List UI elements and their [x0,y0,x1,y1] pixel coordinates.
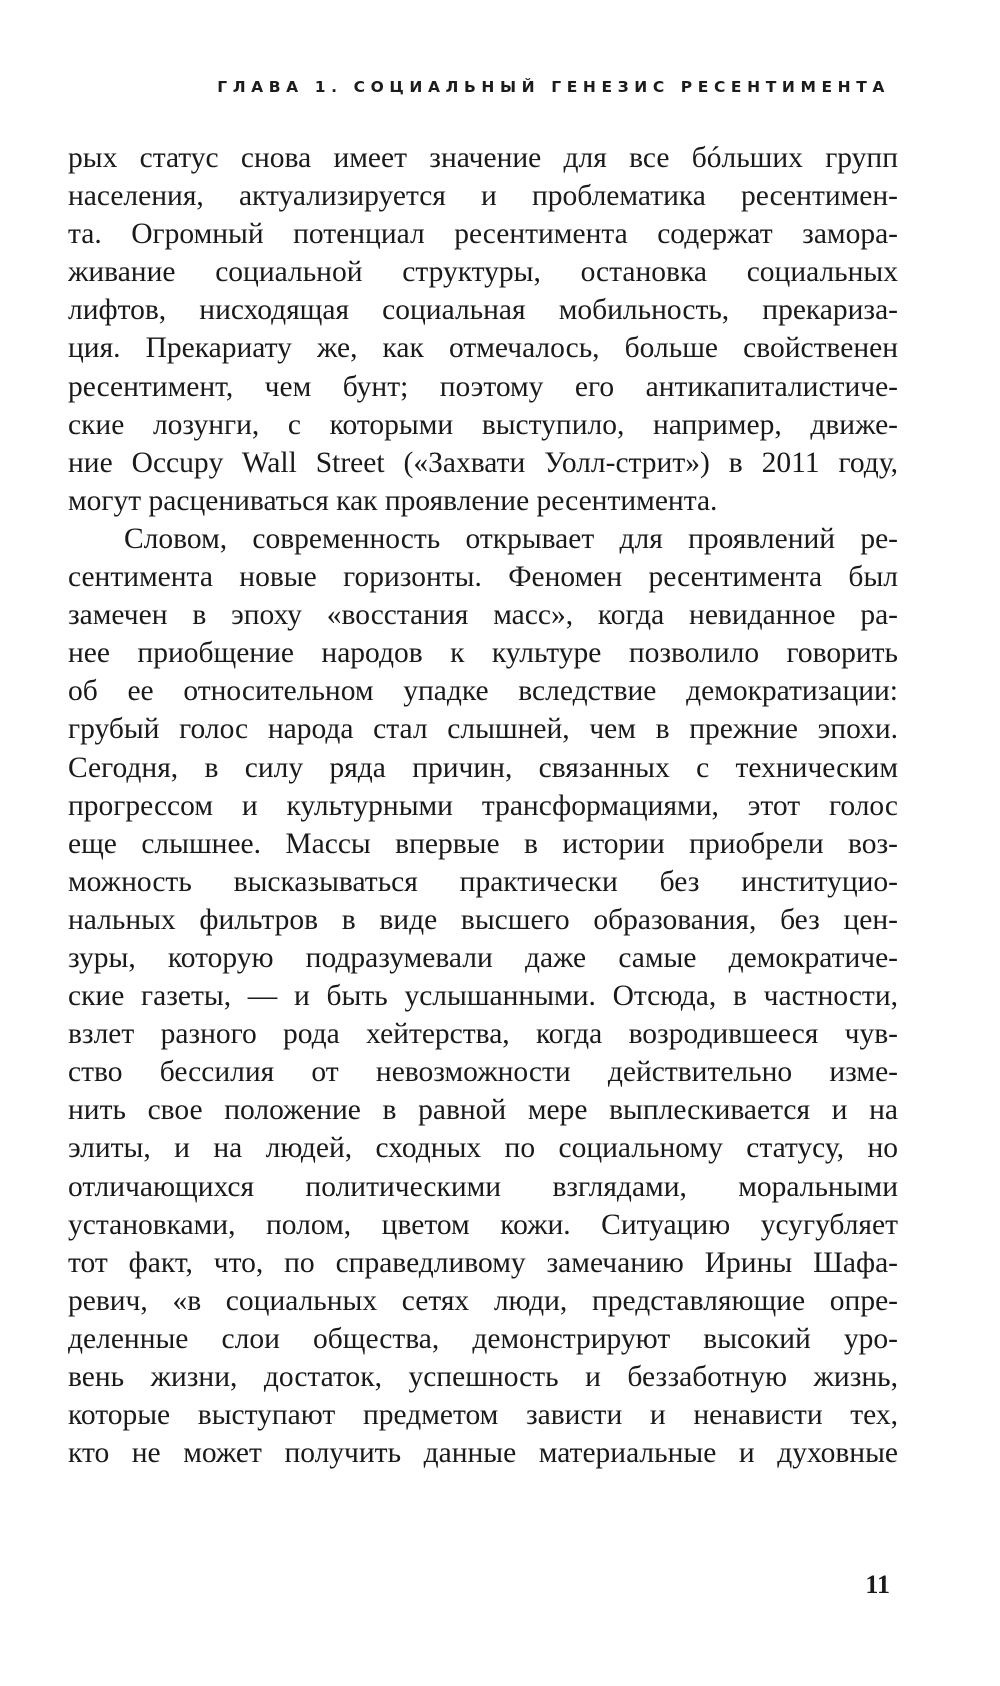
text-line: ство бессилия от невозможности действительно изме- [68,1056,898,1089]
page-number: 11 [865,1570,890,1599]
text-line: нальных фильтров в виде высшего образования, без цен- [68,903,898,936]
text-line: замечен в эпоху «восстания масс», когда невиданное ра- [68,599,898,632]
text-line: прогрессом и культурными трансформациями, этот голос [68,789,898,822]
text-line: лифтов, нисходящая социальная мобильность, прекариза- [68,294,898,327]
body-text [68,139,898,1472]
text-line: ские газеты, — и быть услышанными. Отсюда, в частности, [68,980,898,1013]
text-line: которые выступают предметом зависти и ненависти тех, [68,1399,898,1432]
text-line: населения, актуализируется и проблематика ресентимен- [68,180,898,213]
text-line: ские лозунги, с которыми выступило, например, движе- [68,408,898,441]
text-line: живание социальной структуры, остановка социальных [68,256,898,289]
text-line: зуры, которую подразумевали даже самые демократиче- [68,941,898,974]
text-line: ревич, «в социальных сетях люди, представляющие опре- [68,1284,898,1317]
text-line: элиты, и на людей, сходных по социальному статусу, но [68,1132,898,1165]
text-line: вень жизни, достаток, успешность и беззаботную жизнь, [68,1361,898,1393]
text-line: могут расцениваться как проявление ресентимента. [68,484,718,517]
text-line: нить свое положение в равной мере выплескивается и на [68,1094,898,1127]
text-line: тот факт, что, по справедливому замечанию Ирины Шафа- [68,1246,898,1279]
text-line: кто не может получить данные материальные и духовные [68,1437,898,1470]
text-line: Словом, современность открывает для проявлений ре- [124,522,898,555]
paragraph [68,139,898,520]
text-line: ресентимент, чем бунт; поэтому его антикапиталистиче- [68,370,898,403]
text-line: еще слышнее. Массы впервые в истории приобрели воз- [68,827,898,860]
text-line: ние Occupy Wall Street («Захвати Уолл-стрит») в 2011 году, [68,446,898,479]
text-line: сентимента новые горизонты. Феномен ресентимента был [68,561,898,594]
running-head: ГЛАВА 1. СОЦИАЛЬНЫЙ ГЕНЕЗИС РЕСЕНТИМЕНТА [217,78,890,96]
text-line: нее приобщение народов к культуре позволило говорить [68,637,898,670]
text-line: об ее относительном упадке вследствие демократизации: [68,675,898,708]
text-line: та. Огромный потенциал ресентимента содержат замора- [68,218,898,251]
text-line: Сегодня, в силу ряда причин, связанных с техническим [68,751,898,784]
paragraph [68,520,898,1472]
text-line: деленные слои общества, демонстрируют высокий уро- [68,1322,898,1355]
text-line: грубый голос народа стал слышней, чем в прежние эпохи. [68,713,898,746]
text-line: взлет разного рода хейтерства, когда возродившееся чув- [68,1018,898,1051]
text-line: отличающихся политическими взглядами, моральными [68,1170,898,1203]
text-line: рых статус снова имеет значение для все бóльших групп [68,142,898,174]
text-line: установками, полом, цветом кожи. Ситуацию усугубляет [68,1208,898,1241]
text-line: ция. Прекариату же, как отмечалось, больше свойственен [68,332,898,365]
text-line: можность высказываться практически без институцио- [68,865,898,898]
